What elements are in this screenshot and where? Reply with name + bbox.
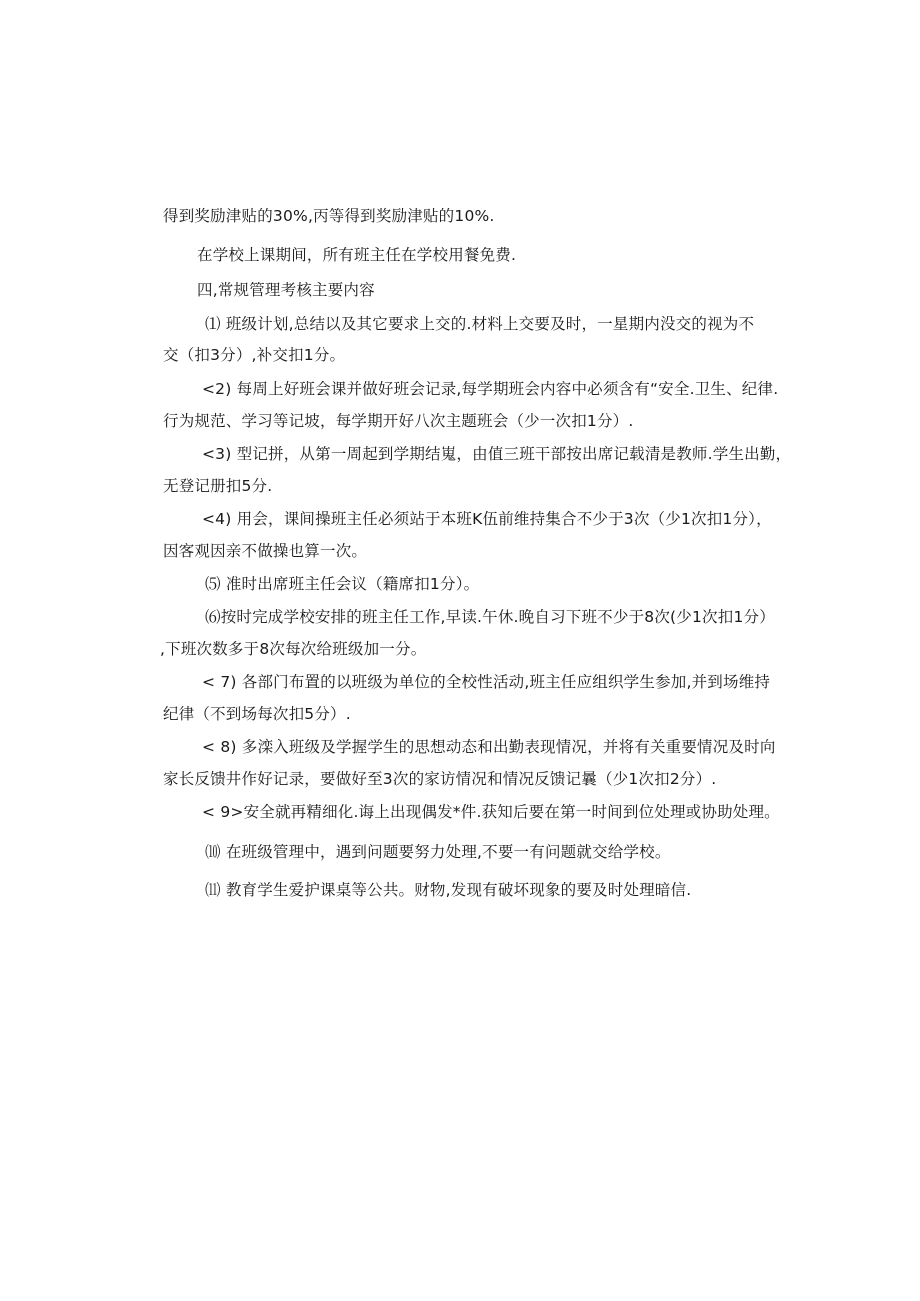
text-line: 无登记册扣5分. <box>163 477 273 495</box>
text-line: 家长反馈井作好记录，要做好至3次的家访情况和情况反馈记曩（少1次扣2分）. <box>163 770 717 788</box>
text-line: < 7) 各部门布置的以班级为单位的全校性活动,班主任应组织学生参加,并到场维持 <box>202 673 771 691</box>
text-line: <3) 型记拼，从第一周起到学期结嵬，由值三班干部按出席记载清是教师.学生出勤， <box>202 445 792 463</box>
text-line: <2) 每周上好班会课并做好班会记录,每学期班会内容中必须含有“安全.卫生、纪律. <box>202 380 779 398</box>
text-line: 在学校上课期间，所有班主任在学校用餐免费. <box>197 246 517 264</box>
text-line: 交（扣3分）,补交扣1分。 <box>163 346 346 364</box>
section-heading: 四,常规管理考核主要内容 <box>197 281 375 299</box>
text-line: ⑴ 班级计划,总结以及其它要求上交的.材料上交要及时，一星期内没交的视为不 <box>205 315 755 333</box>
text-line: ⑾ 教育学生爱护课桌等公共。财物,发现有破坏现象的要及时处理暗信. <box>205 881 692 899</box>
text-line: < 8) 多滦入班级及学握学生的思想动态和出勤表现情况，并将有关重要情况及时向 <box>202 738 776 756</box>
text-line: 因客观因亲不做操也算一次。 <box>163 542 368 560</box>
text-line: 得到奖励津贴的30%,丙等得到奖励津贴的10%. <box>163 207 495 225</box>
text-line: ⑽ 在班级管理中，遇到问题要努力处理,不要一有问题就交给学校。 <box>205 843 671 861</box>
text-line: 行为规范、学习等记坡，每学期开好八次主题班会（少一次扣1分）. <box>163 412 634 430</box>
text-line: ⑸ 准时出席班主任会议（籍席扣1分）。 <box>205 575 480 593</box>
text-line: 纪律（不到场每次扣5分）. <box>163 705 351 723</box>
text-line: ⑹按时完成学校安排的班主任工作,早读.午休.晚自习下班不少于8次(少1次扣1分） <box>205 608 775 626</box>
text-line: ,下班次数多于8次每次给班级加一分。 <box>160 640 427 658</box>
text-line: < 9>安全就再精细化.诲上出现偶发*件.获知后要在第一时间到位处理或协助处理。 <box>202 803 780 821</box>
text-line: <4) 用会，课间操班主任必须站于本班K伍前维持集合不少于3次（少1次扣1分）， <box>202 510 772 528</box>
